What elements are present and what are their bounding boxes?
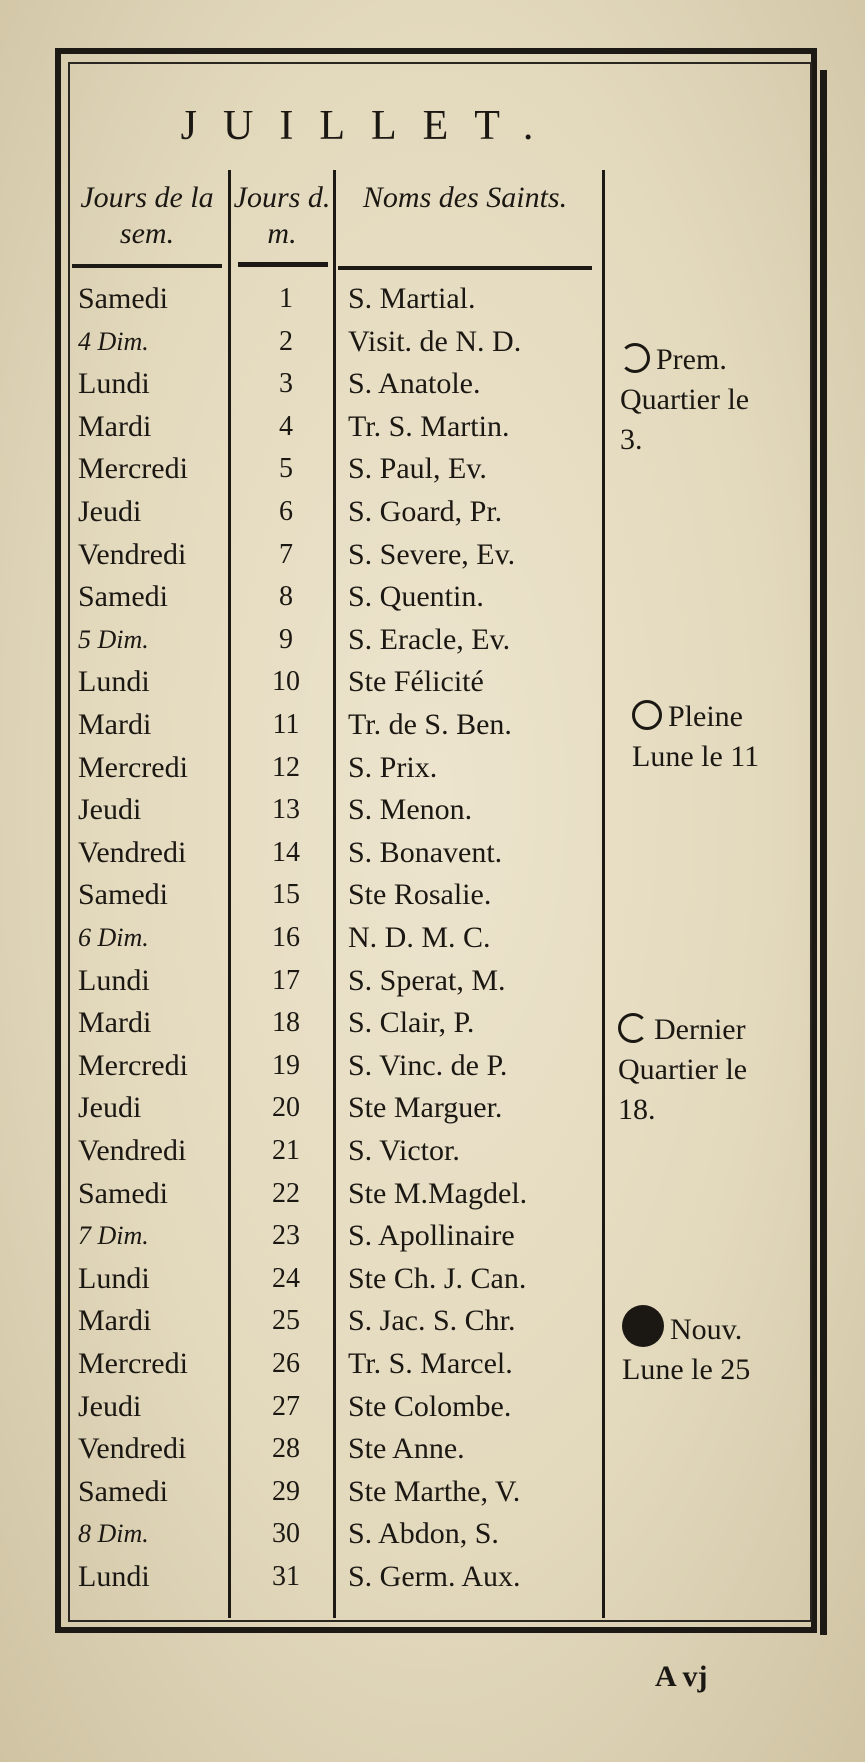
header-saints: Noms des Saints. bbox=[362, 181, 568, 214]
calendar-row bbox=[0, 1556, 865, 1598]
weekday-cell: Samedi bbox=[78, 282, 168, 315]
folio-signature: A vj bbox=[655, 1660, 708, 1693]
day-number-cell: 23 bbox=[272, 1220, 300, 1252]
weekday-cell: Jeudi bbox=[78, 1091, 142, 1125]
day-number-cell: 16 bbox=[272, 922, 300, 953]
saint-name-cell: S. Clair, P. bbox=[348, 1006, 475, 1040]
weekday-cell: Samedi bbox=[78, 878, 168, 912]
header-rule-day bbox=[238, 262, 328, 267]
calendar-row bbox=[0, 874, 865, 916]
weekday-cell: Lundi bbox=[78, 1560, 150, 1593]
day-number-cell: 12 bbox=[272, 751, 300, 783]
saint-name-cell: S. Jac. S. Chr. bbox=[348, 1304, 516, 1338]
saint-name-cell: S. Menon. bbox=[348, 793, 473, 827]
saint-name-cell: Ste Rosalie. bbox=[348, 878, 492, 912]
weekday-cell: Mardi bbox=[78, 708, 152, 741]
weekday-cell: Mercredi bbox=[78, 452, 188, 486]
day-number-cell: 27 bbox=[272, 1390, 300, 1422]
weekday-cell: Jeudi bbox=[78, 793, 142, 827]
calendar-row bbox=[0, 832, 865, 874]
day-number-cell: 10 bbox=[272, 666, 300, 698]
weekday-cell: 8 Dim. bbox=[78, 1519, 149, 1549]
saint-name-cell: S. Vinc. de P. bbox=[348, 1048, 508, 1082]
calendar-row bbox=[0, 1215, 865, 1257]
weekday-cell: Mardi bbox=[78, 1006, 152, 1040]
saint-name-cell: S. Anatole. bbox=[348, 367, 481, 401]
phase-line: Dernier bbox=[654, 1013, 746, 1046]
day-number-cell: 11 bbox=[272, 709, 300, 740]
day-number-cell: 20 bbox=[272, 1092, 300, 1124]
calendar-row bbox=[0, 576, 865, 618]
day-number-cell: 9 bbox=[279, 623, 293, 655]
saint-name-cell: S. Sperat, M. bbox=[348, 963, 506, 997]
saint-name-cell: Tr. S. Martin. bbox=[348, 409, 510, 443]
saint-name-cell: S. Bonavent. bbox=[348, 835, 503, 869]
weekday-cell: Lundi bbox=[78, 1261, 150, 1295]
calendar-row bbox=[0, 1428, 865, 1470]
saint-name-cell: S. Goard, Pr. bbox=[348, 495, 503, 528]
header-day-of-month: Jours d. m. bbox=[233, 181, 331, 250]
first-quarter-moon-icon bbox=[620, 343, 650, 373]
weekday-cell: 4 Dim. bbox=[78, 326, 149, 356]
saint-name-cell: Ste Marguer. bbox=[348, 1091, 503, 1125]
weekday-cell: Vendredi bbox=[78, 537, 187, 571]
calendar-row bbox=[0, 619, 865, 661]
day-number-cell: 1 bbox=[279, 283, 293, 314]
day-number-cell: 3 bbox=[279, 368, 293, 400]
saint-name-cell: S. Paul, Ev. bbox=[348, 452, 487, 486]
month-title: JUILLET. bbox=[180, 103, 560, 149]
saint-name-cell: N. D. M. C. bbox=[348, 921, 491, 954]
day-number-cell: 6 bbox=[279, 496, 293, 527]
day-number-cell: 17 bbox=[272, 964, 300, 996]
header-rule-week bbox=[72, 264, 222, 268]
phase-line: 18. bbox=[618, 1093, 656, 1126]
saint-name-cell: S. Apollinaire bbox=[348, 1219, 515, 1253]
day-number-cell: 18 bbox=[272, 1007, 300, 1039]
phase-line: Prem. bbox=[656, 343, 727, 376]
header-weekday: Jours de la sem. bbox=[80, 181, 214, 250]
last-quarter-moon-icon bbox=[618, 1013, 648, 1043]
day-number-cell: 25 bbox=[272, 1305, 300, 1337]
day-number-cell: 28 bbox=[272, 1433, 300, 1465]
phase-full-moon bbox=[632, 697, 759, 777]
day-number-cell: 14 bbox=[272, 836, 300, 868]
weekday-cell: 7 Dim. bbox=[78, 1221, 149, 1251]
saint-name-cell: Ste Anne. bbox=[348, 1432, 465, 1466]
weekday-cell: Vendredi bbox=[78, 1134, 187, 1167]
weekday-cell: Mercredi bbox=[78, 1347, 188, 1380]
saint-name-cell: S. Germ. Aux. bbox=[348, 1560, 521, 1593]
saint-name-cell: S. Quentin. bbox=[348, 580, 484, 614]
phase-last-quarter bbox=[618, 1010, 747, 1130]
calendar-row bbox=[0, 789, 865, 831]
day-number-cell: 15 bbox=[272, 879, 300, 911]
day-number-cell: 26 bbox=[272, 1348, 300, 1379]
weekday-cell: Jeudi bbox=[78, 495, 142, 528]
day-number-cell: 31 bbox=[272, 1561, 300, 1592]
saint-name-cell: S. Eracle, Ev. bbox=[348, 622, 511, 656]
header-rule-saint bbox=[338, 266, 592, 270]
day-number-cell: 30 bbox=[272, 1518, 300, 1550]
phase-line: Nouv. bbox=[670, 1313, 743, 1346]
day-number-cell: 4 bbox=[279, 410, 293, 442]
weekday-cell: Mardi bbox=[78, 409, 152, 443]
weekday-cell: Mardi bbox=[78, 1304, 152, 1338]
weekday-cell: 5 Dim. bbox=[78, 624, 149, 654]
phase-line: Pleine bbox=[668, 700, 743, 733]
calendar-row bbox=[0, 1130, 865, 1172]
phase-line: 3. bbox=[620, 423, 643, 456]
weekday-cell: Vendredi bbox=[78, 835, 187, 869]
phase-line: Lune le 11 bbox=[632, 740, 760, 773]
saint-name-cell: Tr. S. Marcel. bbox=[348, 1347, 513, 1380]
phase-line: Lune le 25 bbox=[622, 1353, 751, 1386]
saint-name-cell: Tr. de S. Ben. bbox=[348, 708, 512, 741]
weekday-cell: Vendredi bbox=[78, 1432, 187, 1466]
saint-name-cell: S. Martial. bbox=[348, 282, 476, 315]
phase-new-moon bbox=[622, 1305, 750, 1390]
weekday-cell: Lundi bbox=[78, 367, 150, 401]
saint-name-cell: S. Victor. bbox=[348, 1134, 460, 1167]
day-number-cell: 8 bbox=[279, 581, 293, 613]
phase-first-quarter bbox=[620, 340, 749, 460]
saint-name-cell: S. Severe, Ev. bbox=[348, 537, 516, 571]
calendar-row bbox=[0, 534, 865, 576]
calendar-row bbox=[0, 278, 865, 320]
saint-name-cell: Ste M.Magdel. bbox=[348, 1176, 528, 1210]
calendar-row bbox=[0, 1386, 865, 1428]
weekday-cell: Samedi bbox=[78, 1474, 168, 1508]
day-number-cell: 13 bbox=[272, 794, 300, 826]
day-number-cell: 22 bbox=[272, 1177, 300, 1209]
calendar-row bbox=[0, 960, 865, 1002]
weekday-cell: Jeudi bbox=[78, 1389, 142, 1423]
weekday-cell: 6 Dim. bbox=[78, 923, 149, 952]
saint-name-cell: Visit. de N. D. bbox=[348, 324, 522, 358]
weekday-cell: Mercredi bbox=[78, 750, 188, 784]
calendar-row bbox=[0, 1173, 865, 1215]
weekday-cell: Samedi bbox=[78, 580, 168, 614]
full-moon-icon bbox=[632, 700, 662, 730]
weekday-cell: Samedi bbox=[78, 1176, 168, 1210]
day-number-cell: 5 bbox=[279, 453, 293, 485]
phase-line: Quartier le bbox=[618, 1053, 748, 1086]
weekday-cell: Lundi bbox=[78, 963, 150, 997]
new-moon-icon bbox=[622, 1305, 664, 1347]
weekday-cell: Mercredi bbox=[78, 1048, 188, 1082]
saint-name-cell: Ste Marthe, V. bbox=[348, 1474, 521, 1508]
saint-name-cell: S. Abdon, S. bbox=[348, 1517, 499, 1551]
calendar-row bbox=[0, 1471, 865, 1513]
day-number-cell: 21 bbox=[272, 1135, 300, 1166]
saint-name-cell: Ste Ch. J. Can. bbox=[348, 1261, 527, 1295]
day-number-cell: 24 bbox=[272, 1262, 300, 1294]
saint-name-cell: Ste Colombe. bbox=[348, 1389, 512, 1423]
phase-line: Quartier le bbox=[620, 383, 750, 416]
day-number-cell: 19 bbox=[272, 1049, 300, 1081]
day-number-cell: 29 bbox=[272, 1475, 300, 1507]
calendar-row bbox=[0, 1513, 865, 1555]
saint-name-cell: S. Prix. bbox=[348, 750, 438, 784]
calendar-row bbox=[0, 1258, 865, 1300]
calendar-row bbox=[0, 491, 865, 533]
saint-name-cell: Ste Félicité bbox=[348, 665, 484, 699]
day-number-cell: 2 bbox=[279, 325, 293, 357]
weekday-cell: Lundi bbox=[78, 665, 150, 699]
calendar-row bbox=[0, 917, 865, 959]
day-number-cell: 7 bbox=[279, 538, 293, 570]
